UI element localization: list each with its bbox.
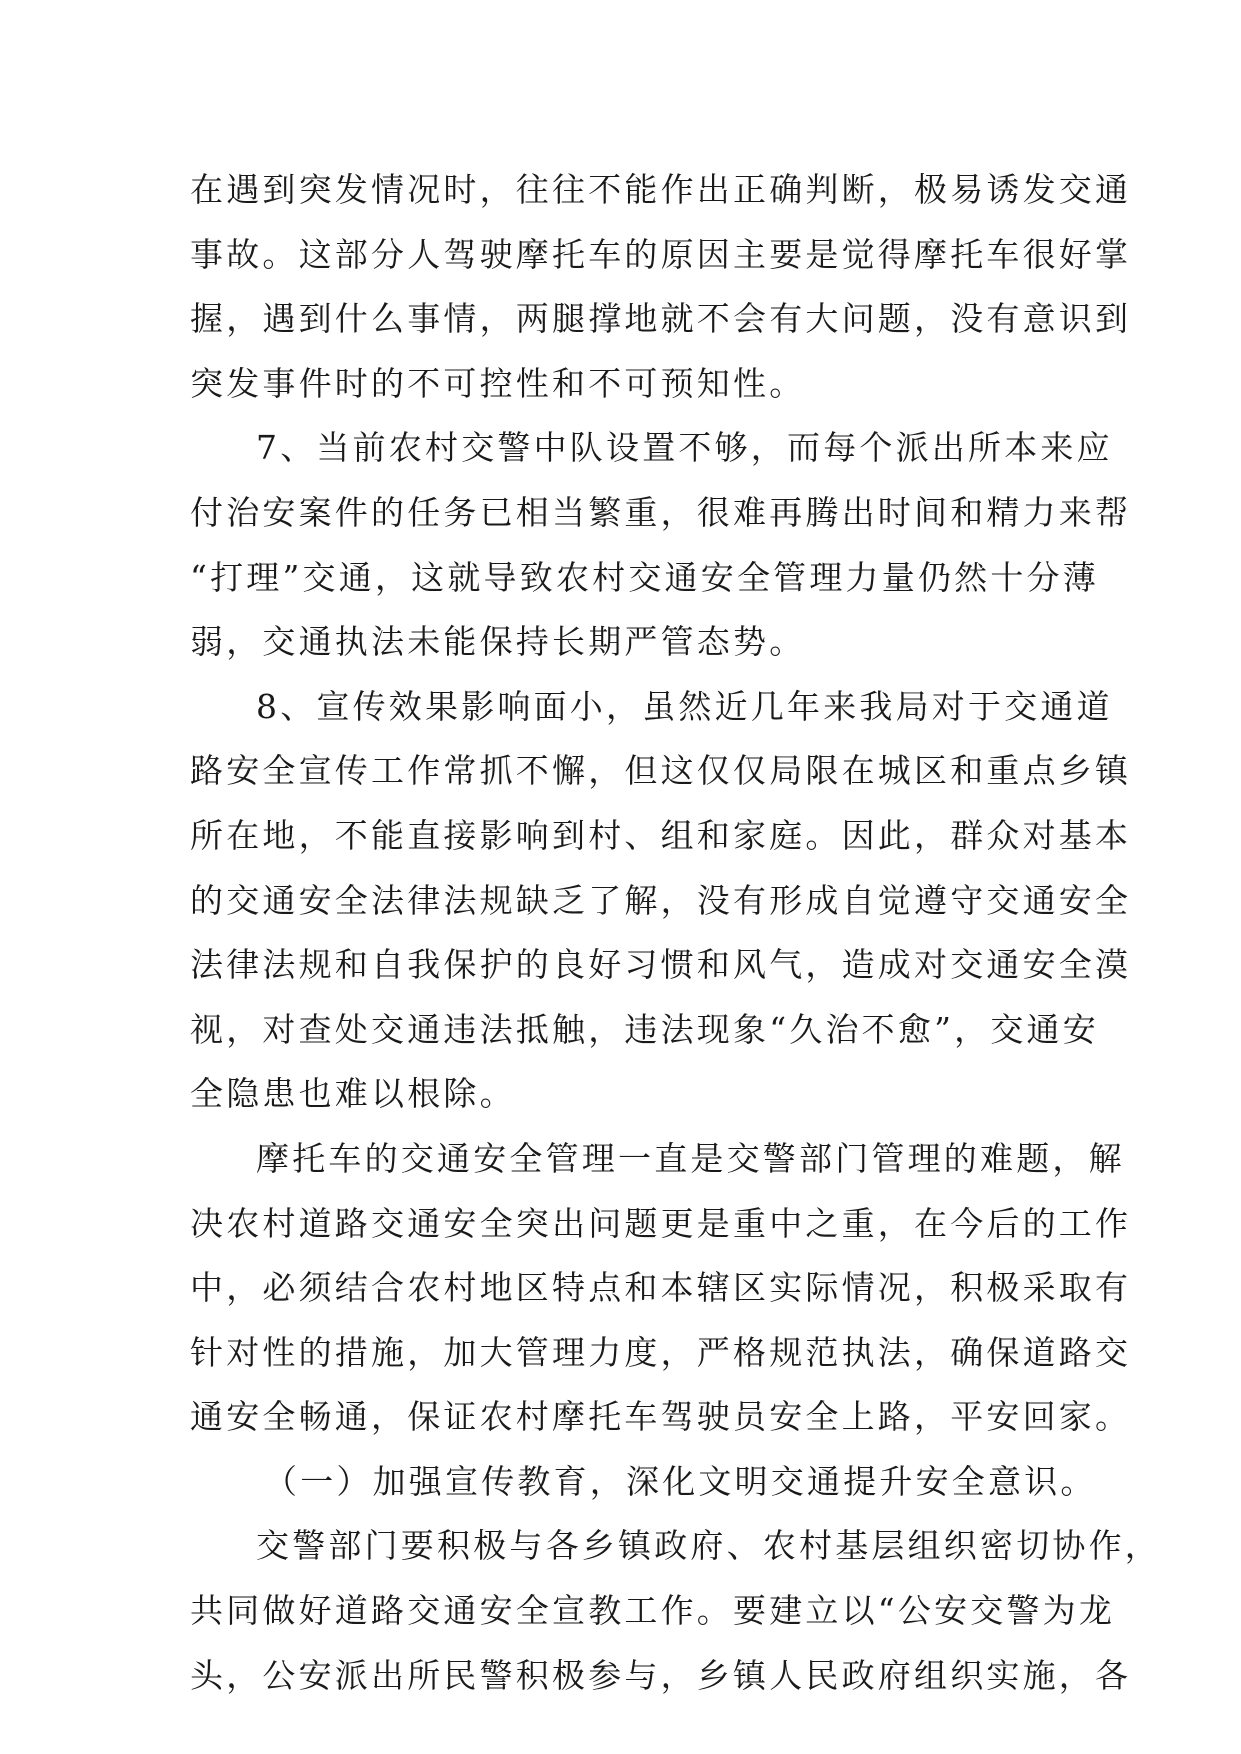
text-line: 中，必须结合农村地区特点和本辖区实际情况，积极采取有 [190, 1268, 1132, 1308]
text-line: 决农村道路交通安全突出问题更是重中之重，在今后的工作 [190, 1203, 1132, 1243]
text-line: 法律法规和自我保护的良好习惯和风气，造成对交通安全漠 [190, 945, 1132, 985]
text-line: 突发事件时的不可控性和不可预知性。 [190, 363, 806, 403]
text-line: 在遇到突发情况时，往往不能作出正确判断，极易诱发交通 [190, 170, 1132, 209]
text-line: 全隐患也难以根除。 [190, 1074, 516, 1114]
text-line: 所在地，不能直接影响到村、组和家庭。因此，群众对基本 [190, 815, 1132, 855]
text-line: 头，公安派出所民警积极参与，乡镇人民政府组织实施，各 [190, 1655, 1132, 1695]
text-line: 共同做好道路交通安全宣教工作。要建立以“公安交警为龙 [190, 1591, 1116, 1631]
section-heading: （一）加强宣传教育，深化文明交通提升安全意识。 [264, 1461, 1097, 1501]
text-line: 路安全宣传工作常抓不懈，但这仅仅局限在城区和重点乡镇 [190, 751, 1132, 791]
text-line: 付治安案件的任务已相当繁重，很难再腾出时间和精力来帮 [190, 492, 1132, 532]
document-body [190, 158, 1161, 1708]
text-line: 交警部门要积极与各乡镇政府、农村基层组织密切协作， [256, 1526, 1161, 1566]
text-line: 通安全畅通，保证农村摩托车驾驶员安全上路，平安回家。 [190, 1397, 1132, 1437]
text-line: 摩托车的交通安全管理一直是交警部门管理的难题，解 [256, 1138, 1125, 1178]
text-line: 8、宣传效果影响面小，虽然近几年来我局对于交通道 [256, 686, 1113, 726]
text-line: 事故。这部分人驾驶摩托车的原因主要是觉得摩托车很好掌 [190, 234, 1132, 274]
text-line: 7、当前农村交警中队设置不够，而每个派出所本来应 [256, 428, 1113, 468]
text-line: 弱，交通执法未能保持长期严管态势。 [190, 622, 806, 662]
text-line: 视，对查处交通违法抵触，违法现象“久治不愈”，交通安 [190, 1009, 1099, 1049]
text-line: “打理”交通，这就导致农村交通安全管理力量仍然十分薄 [190, 557, 1099, 597]
text-line: 的交通安全法律法规缺乏了解，没有形成自觉遵守交通安全 [190, 880, 1132, 920]
text-line: 握，遇到什么事情，两腿撑地就不会有大问题，没有意识到 [190, 299, 1132, 339]
text-line: 针对性的措施，加大管理力度，严格规范执法，确保道路交 [190, 1332, 1132, 1372]
